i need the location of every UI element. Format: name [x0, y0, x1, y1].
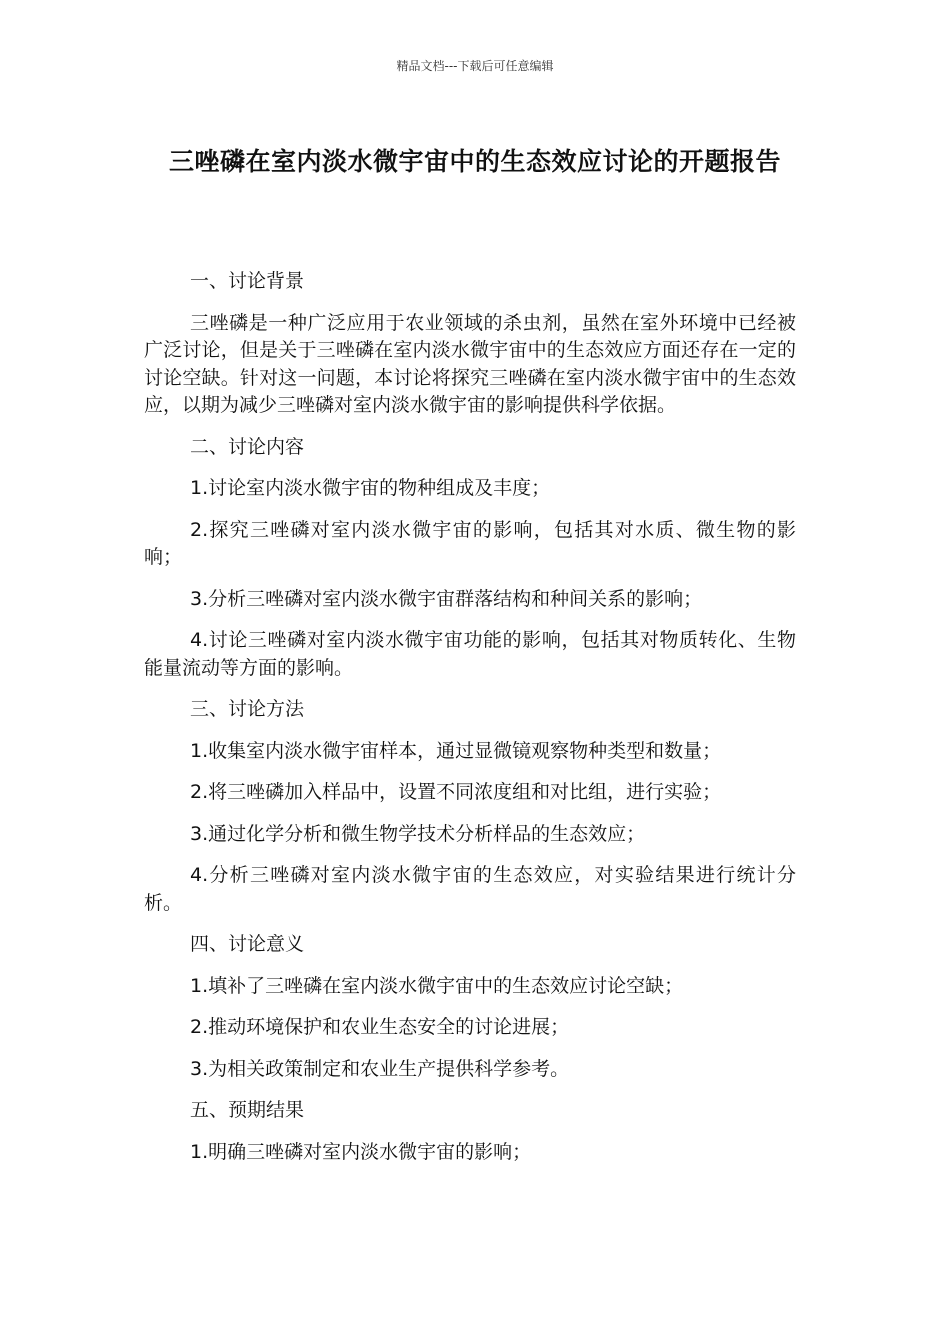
document-body [144, 268, 796, 1180]
section-heading: 二、讨论内容 [190, 435, 305, 458]
section-heading: 五、预期结果 [190, 1099, 305, 1121]
list-item: 3.分析三唑磷对室内淡水微宇宙群落结构和种间关系的影响； [190, 587, 703, 610]
list-item: 4.讨论三唑磷对室内淡水微宇宙功能的影响，包括其对物质转化、生物能量流动等方面的影响。 [144, 629, 796, 679]
list-item: 2.将三唑磷加入样品中，设置不同浓度组和对比组，进行实验； [190, 781, 722, 803]
list-item: 2.推动环境保护和农业生态安全的讨论进展； [190, 1016, 570, 1038]
list-item: 3.通过化学分析和微生物学技术分析样品的生态效应； [190, 822, 646, 845]
list-item: 1.收集室内淡水微宇宙样本，通过显微镜观察物种类型和数量； [190, 739, 722, 762]
list-item: 4.分析三唑磷对室内淡水微宇宙的生态效应，对实验结果进行统计分析。 [144, 864, 796, 914]
document-title: 三唑磷在室内淡水微宇宙中的生态效应讨论的开题报告 [168, 147, 781, 176]
section-heading: 三、讨论方法 [190, 698, 305, 720]
page-header: 精品文档---下载后可任意编辑 [396, 59, 554, 73]
list-item: 3.为相关政策制定和农业生产提供科学参考。 [190, 1057, 570, 1080]
section-heading: 四、讨论意义 [190, 933, 305, 955]
list-item: 1.填补了三唑磷在室内淡水微宇宙中的生态效应讨论空缺； [190, 974, 684, 997]
paragraph: 三唑磷是一种广泛应用于农业领域的杀虫剂，虽然在室外环境中已经被广泛讨论，但是关于三唑磷在室内淡水微宇宙中的生态效应方面还存在一定的讨论空缺。针对这一问题，本讨论将探究三唑磷在室内淡水微宇宙中的生态效应，以期为减少三唑磷对室内淡水微宇宙的影响提供科学依据。 [144, 311, 796, 416]
list-item: 1.明确三唑磷对室内淡水微宇宙的影响； [190, 1140, 532, 1163]
list-item: 1.讨论室内淡水微宇宙的物种组成及丰度； [190, 477, 551, 499]
list-item: 2.探究三唑磷对室内淡水微宇宙的影响，包括其对水质、微生物的影响； [144, 518, 796, 568]
section-heading: 一、讨论背景 [190, 270, 305, 292]
